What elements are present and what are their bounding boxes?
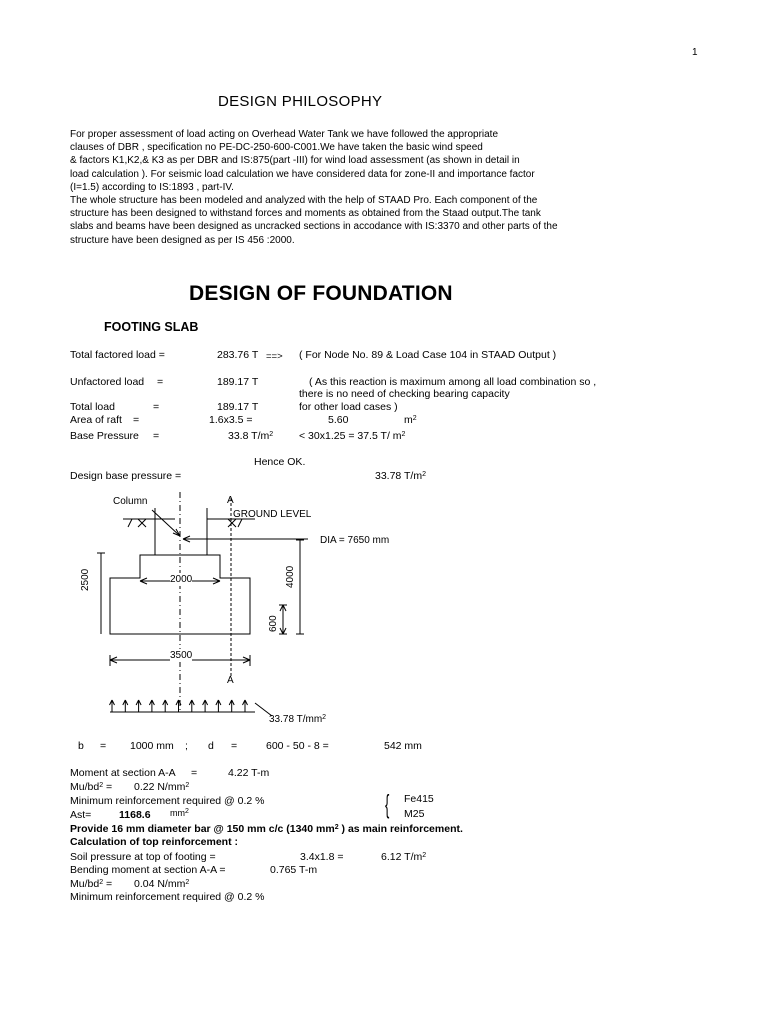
total-load-value: 189.17 T [217, 401, 259, 413]
design-base-pressure-value: 33.78 $T/m^2$ [375, 470, 426, 482]
total-load-label: Total load [70, 401, 115, 413]
equals-sign: = [133, 414, 140, 426]
design-base-pressure-label: Design base pressure = [70, 470, 182, 482]
dia-label: DIA = 7650 mm [320, 535, 390, 546]
philosophy-line: structure has been designed to withstand forces and moments as obtained from the Staad output.The tank [70, 208, 541, 220]
unfactored-load-note: ( As this reaction is maximum among all load combination so , [309, 376, 597, 388]
pressure-arrow [203, 700, 208, 712]
design-of-foundation-heading: DESIGN OF FOUNDATION [189, 282, 453, 305]
pressure-arrow [163, 700, 168, 712]
implies-arrow: ==> [266, 351, 283, 362]
mu-bd2-label: $Mu/bd^2$ = [70, 781, 113, 793]
base-pressure-check: < 30x1.25 = 37.5 T/ $m^2$ [299, 430, 406, 442]
philosophy-line: clauses of DBR , specification no PE-DC-250-600-C001.We have taken the basic wind speed [70, 142, 483, 154]
d-label: d [208, 740, 214, 752]
bending-moment-value: 0.765 T-m [270, 864, 318, 876]
ground-level-label: GROUND LEVEL [233, 509, 312, 520]
total-factored-load-note: ( For Node No. 89 & Load Case 104 in STAAD Output ) [299, 349, 557, 361]
pressure-arrow [123, 700, 128, 712]
mu-bd2-value: 0.04 $N/mm^2$ [134, 878, 190, 890]
unfactored-load-note: for other load cases ) [299, 401, 398, 413]
pressure-arrow [216, 700, 221, 712]
dim-600-label: 600 [268, 615, 279, 632]
pressure-arrow [243, 700, 248, 712]
philosophy-line: structure have been designed as per IS 456 :2000. [70, 234, 295, 246]
equals-sign: = [231, 740, 238, 752]
equals-sign: = [157, 376, 164, 388]
b-value: 1000 mm [130, 740, 174, 752]
philosophy-line: (I=1.5) according to IS:1893 , part-IV. [70, 181, 234, 193]
d-expression: 600 - 50 - 8 = [266, 740, 329, 752]
unfactored-load-value: 189.17 T [217, 376, 259, 388]
base-pressure-label: Base Pressure [70, 430, 139, 442]
d-value: 542 mm [384, 740, 422, 752]
philosophy-line: The whole structure has been modeled and analyzed with the help of STAAD Pro. Each component of the [70, 195, 538, 207]
area-unit: $m^2$ [404, 414, 417, 426]
unfactored-load-label: Unfactored load [70, 376, 145, 388]
mu-bd2-label: $Mu/bd^2$ = [70, 878, 113, 890]
pressure-arrow [149, 700, 154, 712]
soil-pressure-expression: 3.4x1.8 = [300, 851, 344, 863]
design-philosophy-heading: DESIGN PHILOSOPHY [218, 93, 383, 110]
equals-sign: = [100, 740, 107, 752]
dim-4000-label: 4000 [285, 565, 296, 588]
pressure-arrow [189, 700, 194, 712]
dim-2500-label: 2500 [80, 568, 91, 591]
b-label: b [78, 740, 84, 752]
pressure-arrow [229, 700, 234, 712]
bending-moment-label: Bending moment at section A-A = [70, 864, 226, 876]
column-leader [152, 510, 180, 536]
equals-sign: = [153, 430, 160, 442]
base-pressure-value: 33.8 $T/m^2$ [228, 430, 274, 442]
dim-3500-label: 3500 [170, 650, 193, 661]
philosophy-line: slabs and beams have been designed as uncracked sections in accodance with IS:3370 and other parts of the [70, 221, 558, 233]
concrete-grade: M25 [404, 808, 425, 820]
moment-label: Moment at section A-A [70, 767, 176, 779]
column-label: Column [113, 496, 148, 507]
unfactored-load-note: there is no need of checking bearing capacity [299, 388, 510, 400]
dim-2000-label: 2000 [170, 574, 193, 585]
footing-slab-subheading: FOOTING SLAB [104, 320, 199, 334]
pressure-arrows [110, 700, 248, 712]
ground-hatching [128, 519, 242, 527]
total-factored-load-value: 283.76 T [217, 349, 259, 361]
semicolon: ; [185, 740, 188, 752]
minimum-reinforcement: Minimum reinforcement required @ 0.2 % [70, 795, 265, 807]
soil-pressure-label: Soil pressure at top of footing = [70, 851, 216, 863]
section-label-a-top: A [227, 495, 234, 506]
philosophy-line: load calculation ). For seismic load calculation we have considered data for zone-II and importance factor [70, 168, 535, 180]
minimum-reinforcement: Minimum reinforcement required @ 0.2 % [70, 891, 265, 903]
philosophy-line: For proper assessment of load acting on Overhead Water Tank we have followed the appropriate [70, 129, 499, 140]
soil-pressure-value: 6.12 $T/m^2$ [381, 851, 427, 863]
total-factored-load-label: Total factored load = [70, 349, 165, 361]
equals-sign: = [153, 401, 160, 413]
pressure-label: 33.78 $T/mm^2$ [269, 714, 327, 725]
top-reinforcement-heading: Calculation of top reinforcement : [70, 836, 239, 848]
ast-unit: $mm^2$ [170, 808, 189, 818]
section-label-a-bottom: A [227, 675, 234, 686]
page-number: 1 [692, 47, 698, 58]
area-of-raft-value: 5.60 [328, 414, 349, 426]
ast-label: Ast= [70, 809, 92, 821]
hence-ok-text: Hence OK. [254, 456, 306, 468]
brace-icon: { [385, 789, 390, 819]
steel-grade: Fe415 [404, 793, 434, 805]
column-stub [155, 508, 207, 555]
pressure-arrow [110, 700, 115, 712]
equals-sign: = [191, 767, 198, 779]
main-reinforcement-statement: Provide 16 mm diameter bar @ 150 mm c/c (1340 $mm^2$ ) as main reinforcement. [70, 823, 463, 835]
mu-bd2-value: 0.22 $N/mm^2$ [134, 781, 190, 793]
moment-value: 4.22 T-m [228, 767, 270, 779]
area-of-raft-label: Area of raft [70, 414, 122, 426]
philosophy-line: & factors K1,K2,& K3 as per DBR and IS:875(part -III) for wind load assessment (as shown in detail in [70, 155, 520, 167]
ast-value: 1168.6 [119, 809, 151, 821]
pressure-arrow [136, 700, 141, 712]
area-of-raft-expression: 1.6x3.5 = [209, 414, 253, 426]
